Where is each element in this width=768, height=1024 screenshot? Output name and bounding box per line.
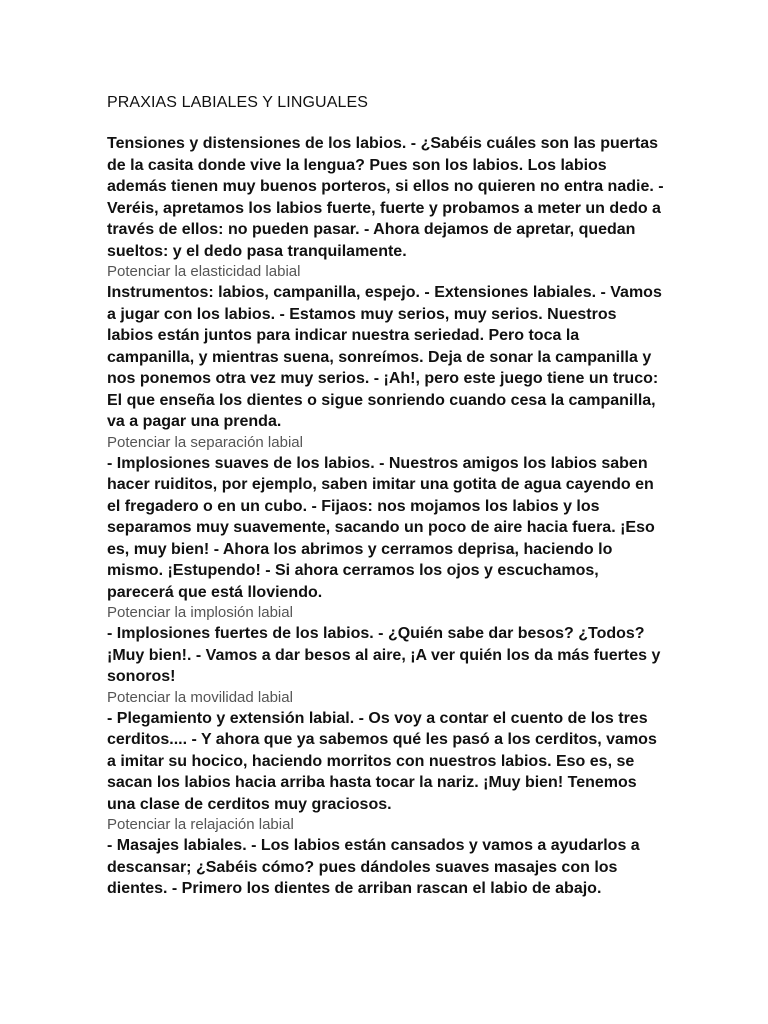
- section-body: - Implosiones fuertes de los labios. - ¿Quién sabe dar besos? ¿Todos? ¡Muy bien!. - Vamos a dar besos al aire, ¡A ver quién los da más fuertes y sonoros!: [107, 625, 661, 685]
- section-heading: Potenciar la separación labial: [107, 433, 303, 451]
- section-movilidad: [107, 688, 667, 816]
- section-separacion: [107, 433, 667, 604]
- section-body: - Masajes labiales. - Los labios están cansados y vamos a ayudarlos a descansar; ¿Sabéis cómo? pues dándoles suaves masajes con los dientes. - Primero los dientes de arriban rascan el labio de abajo.: [107, 837, 640, 897]
- section-implosion: [107, 603, 667, 688]
- intro-body: Tensiones y distensiones de los labios. - ¿Sabéis cuáles son las puertas de la casita donde vive la lengua? Pues son los labios. Los labios además tienen muy buenos porteros, si ellos no quieren no entra nadie. - Veréis, apretamos los labios fuerte, fuerte y probamos a meter un dedo a través de ellos: no pueden pasar. - Ahora dejamos de apretar, quedan sueltos: y el dedo pasa tranquilamente.: [107, 135, 664, 260]
- section-body: - Plegamiento y extensión labial. - Os voy a contar el cuento de los tres cerditos.... - Y ahora que ya sabemos qué les pasó a los cerditos, vamos a imitar su hocico, haciendo morritos con nuestros labios. Eso es, se sacan los labios hacia arriba hasta tocar la nariz. ¡Muy bien! Tenemos una clase de cerditos muy graciosos.: [107, 709, 657, 813]
- document-title: PRAXIAS LABIALES Y LINGUALES: [107, 94, 369, 111]
- document-page: [107, 93, 667, 900]
- section-heading: Potenciar la movilidad labial: [107, 688, 293, 706]
- section-heading: Potenciar la implosión labial: [107, 604, 293, 621]
- section-relajacion: [107, 815, 667, 900]
- intro-section: [107, 133, 667, 262]
- section-heading: Potenciar la elasticidad labial: [107, 263, 301, 280]
- section-elasticidad: [107, 262, 667, 433]
- section-heading: Potenciar la relajación labial: [107, 816, 294, 833]
- section-body: - Implosiones suaves de los labios. - Nuestros amigos los labios saben hacer ruiditos, por ejemplo, saben imitar una gotita de agua cayendo en el fregadero o en un cubo. - Fijaos: nos mojamos los labios y los separamos muy suavemente, sacando un poco de aire hacia fuera. ¡Eso es, muy bien! - Ahora los abrimos y cerramos deprisa, haciendo lo mismo. ¡Estupendo! - Si ahora cerramos los ojos y escuchamos, parecerá que está lloviendo.: [107, 454, 655, 601]
- section-body: Instrumentos: labios, campanilla, espejo. - Extensiones labiales. - Vamos a jugar con los labios. - Estamos muy serios, muy serios. Nuestros labios están juntos para indicar nuestra seriedad. Pero toca la campanilla, y mientras suena, sonreímos. Deja de sonar la campanilla y nos ponemos otra vez muy serios. - ¡Ah!, pero este juego tiene un truco: El que enseña los dientes o sigue sonriendo cuando cesa la campanilla, va a pagar una prenda.: [107, 284, 662, 430]
